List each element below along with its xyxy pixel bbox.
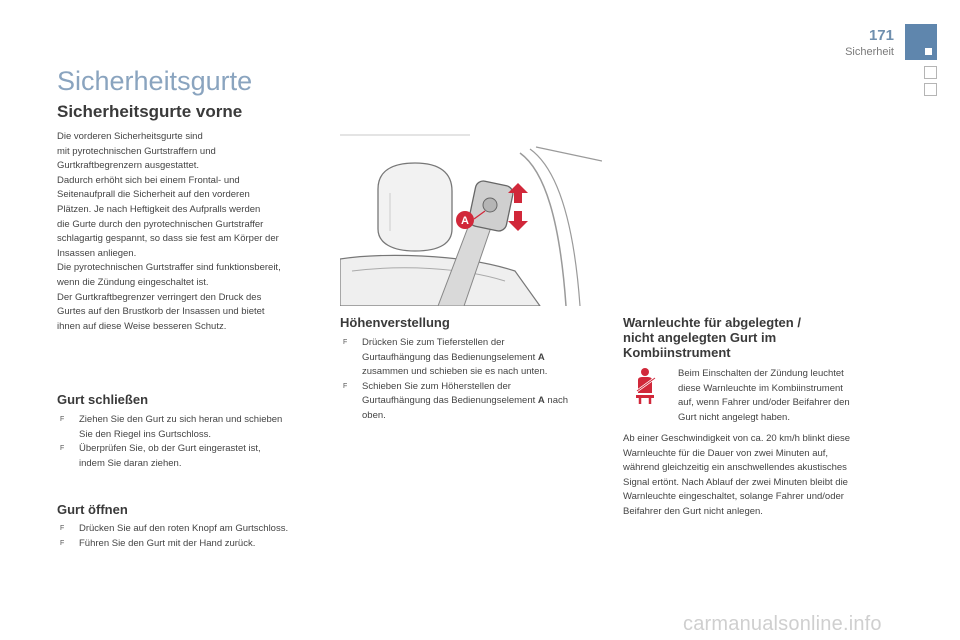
seatbelt-height-illustration: [340, 131, 602, 306]
list-gurt-schliessen: [57, 413, 337, 471]
chapter-box-icon[interactable]: [924, 83, 937, 96]
bullet-marker: F: [60, 445, 65, 453]
bullet-marker: F: [60, 525, 65, 532]
section-title: Sicherheitsgurte vorne: [57, 102, 243, 121]
bullet-marker: F: [60, 416, 65, 423]
list-item: F Schieben Sie zum Höherstellen der Gurtaufhängung das Bedienungselement A nach oben.: [343, 380, 569, 421]
heading-hoehenverstellung: Höhenverstellung: [340, 315, 450, 330]
heading-gurt-schliessen: Gurt schließen: [57, 392, 149, 407]
seatbelt-warning-icon: [634, 367, 660, 405]
list-item: F Drücken Sie auf den roten Knopf am Gurtschloss.: [57, 522, 337, 537]
label-a: A: [461, 215, 469, 227]
bullet-marker: F: [343, 339, 348, 346]
list-item: F Ziehen Sie den Gurt zu sich heran und schieben Sie den Riegel ins Gurtschloss.: [60, 414, 283, 440]
heading-gurt-oeffnen: Gurt öffnen: [57, 502, 128, 517]
chapter-tab[interactable]: [905, 24, 937, 60]
list-item: F Führen Sie den Gurt mit der Hand zurück.: [57, 537, 337, 552]
chapter-box-icon[interactable]: [924, 66, 937, 79]
tab-square-icon: [925, 48, 932, 55]
page-title: Sicherheitsgurte: [57, 66, 253, 96]
heading-warnleuchte: Warnleuchte für abgelegten / nicht angelegten Gurt im Kombiinstrument: [623, 315, 801, 360]
section-label: Sicherheit: [845, 46, 894, 58]
page-number: 171: [868, 27, 894, 44]
warning-paragraph: Ab einer Geschwindigkeit von ca. 20 km/h blinkt diese Warnleuchte für die Dauer von zwei Minuten auf, während gleichzeitig ein anschwellendes akustisches Signal ertönt. Nach Ablauf der zwei Minuten bleibt die Warnleuchte eingeschaltet, solange Fahrer und/oder Beifahrer den Gurt nicht anlegen.: [623, 433, 851, 517]
bullet-marker: F: [60, 539, 65, 547]
bullet-marker: F: [343, 382, 348, 390]
list-item: F Drücken Sie zum Tieferstellen der Gurtaufhängung das Bedienungselement A zusammen und schieben sie es nach unten.: [343, 337, 548, 378]
list-hoehenverstellung: [340, 336, 610, 424]
warning-icon-description: Beim Einschalten der Zündung leuchtet diese Warnleuchte im Kombiinstrument auf, wenn Fahrer und/oder Beifahrer den Gurt nicht angelegt haben.: [678, 368, 850, 423]
intro-paragraph: Die vorderen Sicherheitsgurte sind mit pyrotechnischen Gurtstraffern und Gurtkraftbegrenzern ausgestattet. Dadurch erhöht sich bei einem Frontal- und Seitenaufprall die Sicherheit auf den vorderen Plätzen. Je nach Heftigkeit des Aufpralls werden die Gurte durch den pyrotechnischen Gurtstraffer schlagartig gespannt, so dass sie fest am Körper der Insassen anliegen. Die pyrotechnischen Gurtstraffer sind funktionsbereit, wenn die Zündung eingeschaltet ist. Der Gurtkraftbegrenzer verringert den Druck des Gurtes auf den Brustkorb der Insassen und bietet ihnen auf diese Weise besseren Schutz.: [57, 131, 281, 332]
list-gurt-oeffnen: [57, 522, 337, 551]
list-item: F Überprüfen Sie, ob der Gurt eingerastet ist, indem Sie daran ziehen.: [60, 443, 261, 469]
watermark: carmanualsonline.info: [683, 613, 882, 635]
